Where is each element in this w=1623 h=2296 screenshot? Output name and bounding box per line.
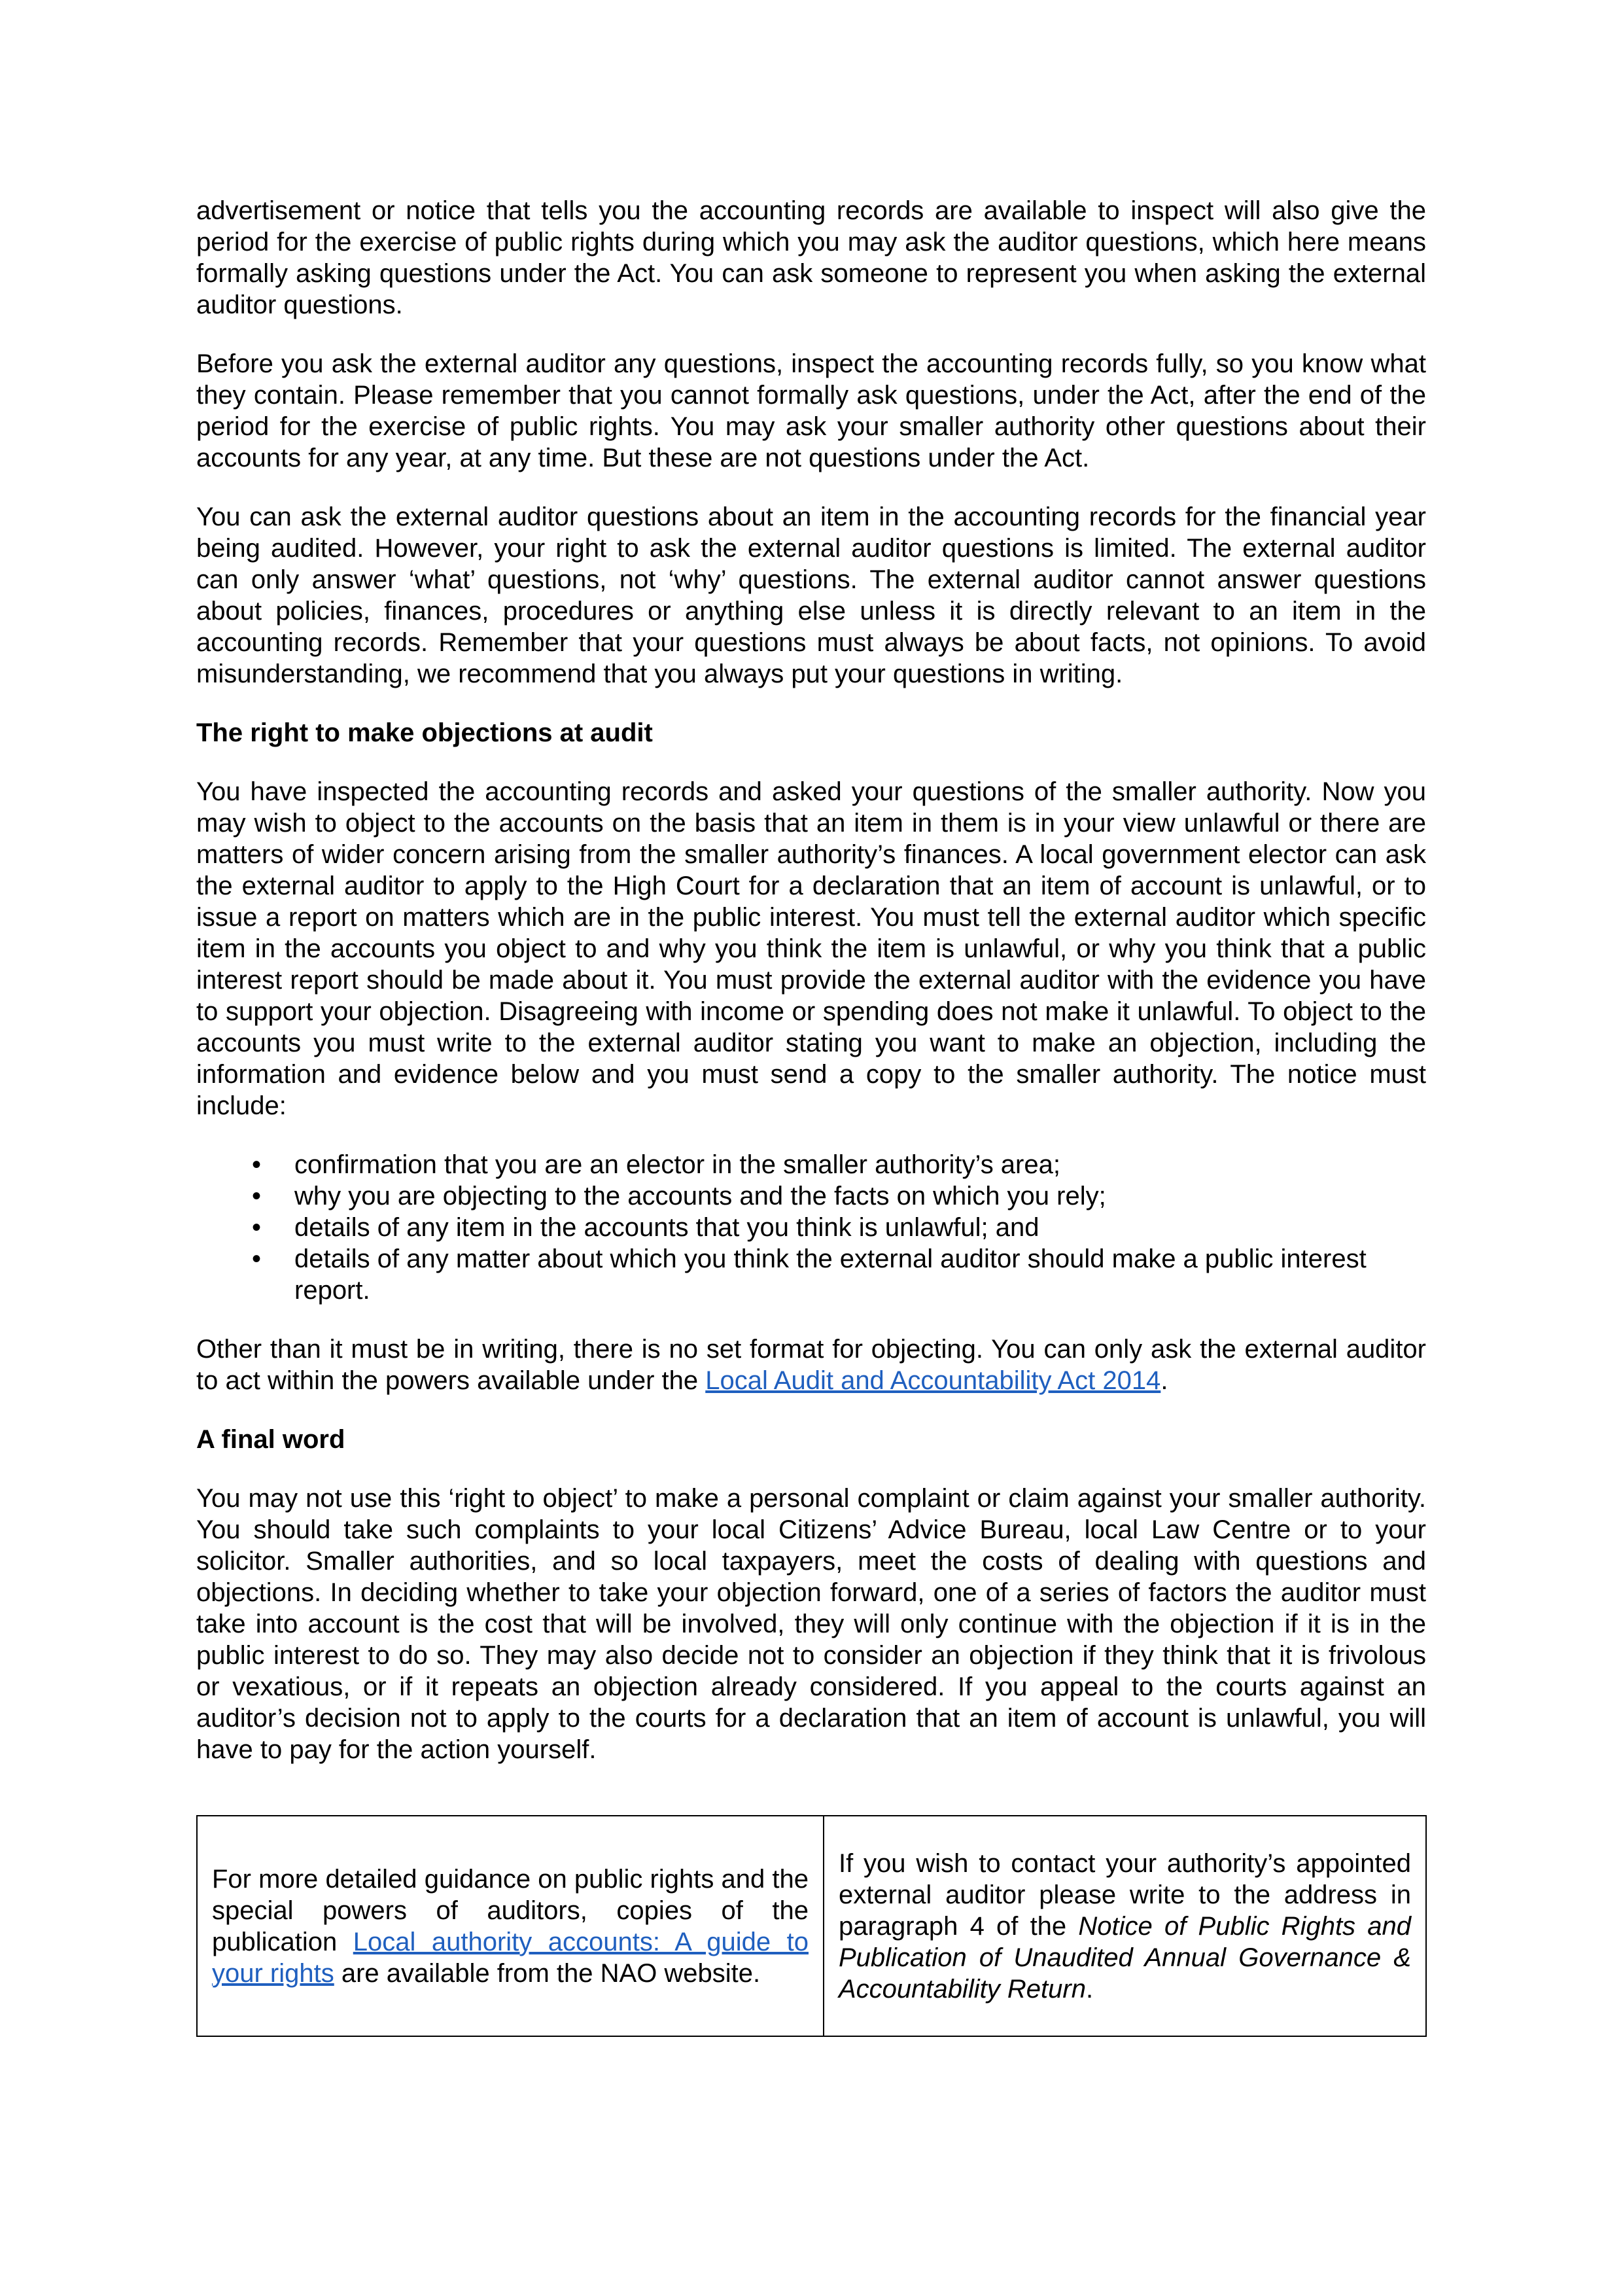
document-body: [196, 195, 1426, 1765]
list-item-text: details of any matter about which you think the external auditor should make a public interest report.: [294, 1245, 1367, 1305]
bullet-icon: •: [251, 1182, 261, 1210]
contact-text: If you wish to contact your authority’s appointed external auditor please write to the address in paragraph 4 of the: [839, 1848, 1411, 1941]
list-item: [196, 1149, 1426, 1180]
list-item: [196, 1180, 1426, 1212]
local-audit-act-link[interactable]: Local Audit and Accountability Act 2014: [705, 1366, 1161, 1395]
objection-format-paragraph: [196, 1333, 1426, 1396]
bullet-icon: •: [251, 1245, 261, 1273]
intro-paragraph-2: Before you ask the external auditor any questions, inspect the accounting records fully, so you know what they contain. Please remember that you cannot formally ask questions, under the Act, after the end of the period for the exercise of public rights. You may ask your smaller authority other questions about their accounts for any year, at any time. But these are not questions under the Act.: [196, 349, 1426, 472]
auditor-contact-cell: [824, 1816, 1426, 2036]
guidance-cell: [197, 1816, 824, 2036]
guidance-text: For more detailed guidance on public rights and the special powers of auditors, copies of the publication: [212, 1864, 809, 1956]
table-row: [197, 1816, 1426, 2036]
objection-requirements-list: [196, 1149, 1426, 1306]
list-item: [196, 1243, 1426, 1306]
format-text-end: .: [1161, 1366, 1168, 1395]
guidance-text-end: are available from the NAO website.: [334, 1958, 761, 1988]
guidance-info-box: [196, 1815, 1427, 2037]
format-text: Other than it must be in writing, there is no set format for objecting. You can only ask the external auditor to act within the powers available under the: [196, 1335, 1426, 1395]
contact-text-end: .: [1085, 1974, 1094, 2004]
bullet-icon: •: [251, 1213, 261, 1242]
intro-paragraph-1: advertisement or notice that tells you the accounting records are available to inspect will also give the period for the exercise of public rights during which you may ask the auditor questions, which here means formally asking questions under the Act. You can ask someone to represent you when asking the external auditor questions.: [196, 196, 1426, 319]
bullet-icon: •: [251, 1150, 261, 1179]
nao-guide-link[interactable]: Local authority accounts: A guide to your rights: [212, 1927, 809, 1988]
objections-paragraph: You have inspected the accounting records and asked your questions of the smaller authority. Now you may wish to object to the accounts on the basis that an item in them is in your view unlawful or there are matters of wider concern arising from the smaller authority’s finances. A local government elector can ask the external auditor to apply to the High Court for a declaration that an item of account is unlawful, or to issue a report on matters which are in the public interest. You must tell the external auditor which specific item in the accounts you object to and why you think the item is unlawful, or why you think that a public interest report should be made about it. You must provide the external auditor with the evidence you have to support your objection. Disagreeing with income or spending does not make it unlawful. To object to the accounts you must write to the external auditor stating you want to make an objection, including the information and evidence below and you must send a copy to the smaller authority. The notice must include:: [196, 777, 1426, 1120]
list-item-text: details of any item in the accounts that you think is unlawful; and: [294, 1213, 1039, 1242]
final-word-heading: A final word: [196, 1425, 345, 1454]
list-item-text: why you are objecting to the accounts and the facts on which you rely;: [294, 1182, 1106, 1210]
final-word-paragraph: You may not use this ‘right to object’ to make a personal complaint or claim against your smaller authority. You should take such complaints to your local Citizens’ Advice Bureau, local Law Centre or to your solicitor. Smaller authorities, and so local taxpayers, meet the costs of dealing with questions and objections. In deciding whether to take your objection forward, one of a series of factors the auditor must take into account is the cost that will be involved, they will only continue with the objection if it is in the public interest to do so. They may also decide not to consider an objection if they think that it is frivolous or vexatious, or if it repeats an objection already considered. If you appeal to the courts against an auditor’s decision not to apply to the courts for a declaration that an item of account is unlawful, you will have to pay for the action yourself.: [196, 1484, 1426, 1764]
objections-heading: The right to make objections at audit: [196, 718, 653, 747]
notice-title: Notice of Public Rights and Publication of Unaudited Annual Governance & Accountability Return: [839, 1911, 1411, 2004]
intro-paragraph-3: You can ask the external auditor questions about an item in the accounting records for the financial year being audited. However, your right to ask the external auditor questions is limited. The external auditor can only answer ‘what’ questions, not ‘why’ questions. The external auditor cannot answer questions about policies, finances, procedures or anything else unless it is directly relevant to an item in the accounting records. Remember that your questions must always be about facts, not opinions. To avoid misunderstanding, we recommend that you always put your questions in writing.: [196, 503, 1426, 688]
list-item-text: confirmation that you are an elector in the smaller authority’s area;: [294, 1150, 1060, 1179]
list-item: [196, 1212, 1426, 1243]
